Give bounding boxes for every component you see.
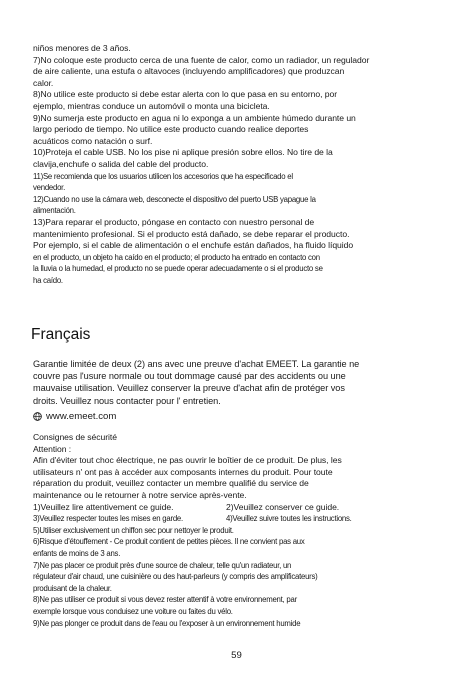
list-item: 1)Veuillez lire attentivement ce guide.	[33, 501, 174, 512]
list-item: 6)Risque d'étouffement - Ce produit contient de petites pièces. Il ne convient pas aux	[33, 537, 305, 547]
list-item: enfants de moins de 3 ans.	[33, 548, 121, 558]
list-item: 7)Ne pas placer ce produit près d'une source de chaleur, telle qu'un radiateur, un	[33, 560, 292, 570]
text-line: droits. Veuillez nous contacter pour l' entretien.	[33, 395, 221, 406]
text-line: alimentación.	[33, 206, 76, 216]
website-line	[33, 411, 116, 422]
text-line: clavija,enchufe o salida del cable del producto.	[33, 158, 209, 169]
text-line: 12)Cuando no use la cámara web, desconecte el dispositivo del puerto USB yapague la	[33, 194, 316, 204]
text-line: largo periodo de tiempo. No utilice este producto cuando realice deportes	[33, 124, 309, 135]
text-line: de aire caliente, una estufa o altavoces (incluyendo amplificadores) que produzcan	[33, 66, 345, 77]
text-line: acuáticos como natación o surf.	[33, 135, 153, 146]
text-line: calor.	[33, 77, 54, 88]
french-safety-section	[33, 432, 445, 629]
text-line: Afin d'éviter tout choc électrique, ne pas ouvrir le boîtier de ce produit. De plus, les	[33, 455, 342, 466]
text-line: 13)Para reparar el producto, póngase en contacto con nuestro personal de	[33, 216, 315, 227]
page-number: 59	[231, 650, 242, 661]
list-item: 2)Veuillez conserver ce guide.	[226, 501, 340, 512]
text-line: 11)Se recomienda que los usuarios utilicen los accesorios que ha especificado el	[33, 171, 293, 181]
safety-title: Consignes de sécurité	[33, 432, 117, 442]
text-line: ha caído.	[33, 275, 63, 285]
list-item-pair	[33, 502, 445, 514]
text-line: mantenimiento profesional. Si el producto está dañado, se debe reparar el producto.	[33, 228, 350, 239]
list-item-pair	[33, 513, 445, 525]
text-line: 7)No coloque este producto cerca de una fuente de calor, como un radiador, un regulador	[33, 54, 370, 65]
list-item: exemple lorsque vous conduisez une voiture ou faites du vélo.	[33, 606, 233, 616]
text-line: niños menores de 3 años.	[33, 43, 131, 53]
text-line: vendedor.	[33, 183, 65, 193]
text-line: 10)Proteja el cable USB. No los pise ni aplique presión sobre ellos. No tire de la	[33, 147, 333, 158]
text-line: la lluvia o la humedad, el producto no se puede operar adecuadamente o si el producto se	[33, 264, 323, 274]
website-link[interactable]: www.emeet.com	[46, 411, 117, 422]
text-line: mauvaise utilisation. Veuillez conserver la preuve d'achat afin de protéger vos	[33, 383, 345, 394]
list-item: 5)Utiliser exclusivement un chiffon sec pour nettoyer le produit.	[33, 525, 234, 535]
text-line: couvre pas l'usure normale ou tout dommage causé par des accidents ou une	[33, 371, 346, 382]
list-item: régulateur d'air chaud, une cuisinière ou des haut-parleurs (y compris des amplificateurs)	[33, 572, 318, 582]
list-item: 9)Ne pas plonger ce produit dans de l'eau ou l'exposer à un environnement humide	[33, 618, 301, 628]
text-line: ejemplo, mientras conduce un automóvil o monta una bicicleta.	[33, 100, 270, 111]
list-item: 3)Veuillez respecter toutes les mises en garde.	[33, 514, 183, 524]
list-item: 8)Ne pas utiliser ce produit si vous devez rester attentif à votre environnement, par	[33, 595, 297, 605]
text-line: Por ejemplo, si el cable de alimentación o el enchufe están dañados, ha fluido líquido	[33, 240, 354, 251]
text-line: 9)No sumerja este producto en agua ni lo exponga a un ambiente húmedo durante un	[33, 112, 356, 123]
text-line: maintenance ou le retourner à notre service après-vente.	[33, 489, 247, 500]
list-item: 4)Veuillez suivre toutes les instructions.	[226, 514, 352, 524]
text-line: en el producto, un objeto ha caído en el producto; el producto ha entrado en contacto con	[33, 252, 320, 262]
warranty-paragraph	[33, 358, 445, 407]
list-item: produisant de la chaleur.	[33, 583, 112, 593]
section-heading-french: Français	[31, 326, 91, 343]
text-line: réparation du produit, veuillez contacter un membre qualifié du service de	[33, 478, 309, 489]
text-line: 8)No utilice este producto si debe estar alerta con lo que pasa en su entorno, por	[33, 89, 338, 100]
text-line: Garantie limitée de deux (2) ans avec une preuve d'achat EMEET. La garantie ne	[33, 359, 360, 369]
spanish-safety-continued	[33, 43, 445, 286]
attention-label: Attention :	[33, 443, 72, 454]
text-line: utilisateurs n' ont pas à accéder aux composants internes du produit. Pour toute	[33, 466, 333, 477]
globe-icon	[33, 412, 42, 421]
